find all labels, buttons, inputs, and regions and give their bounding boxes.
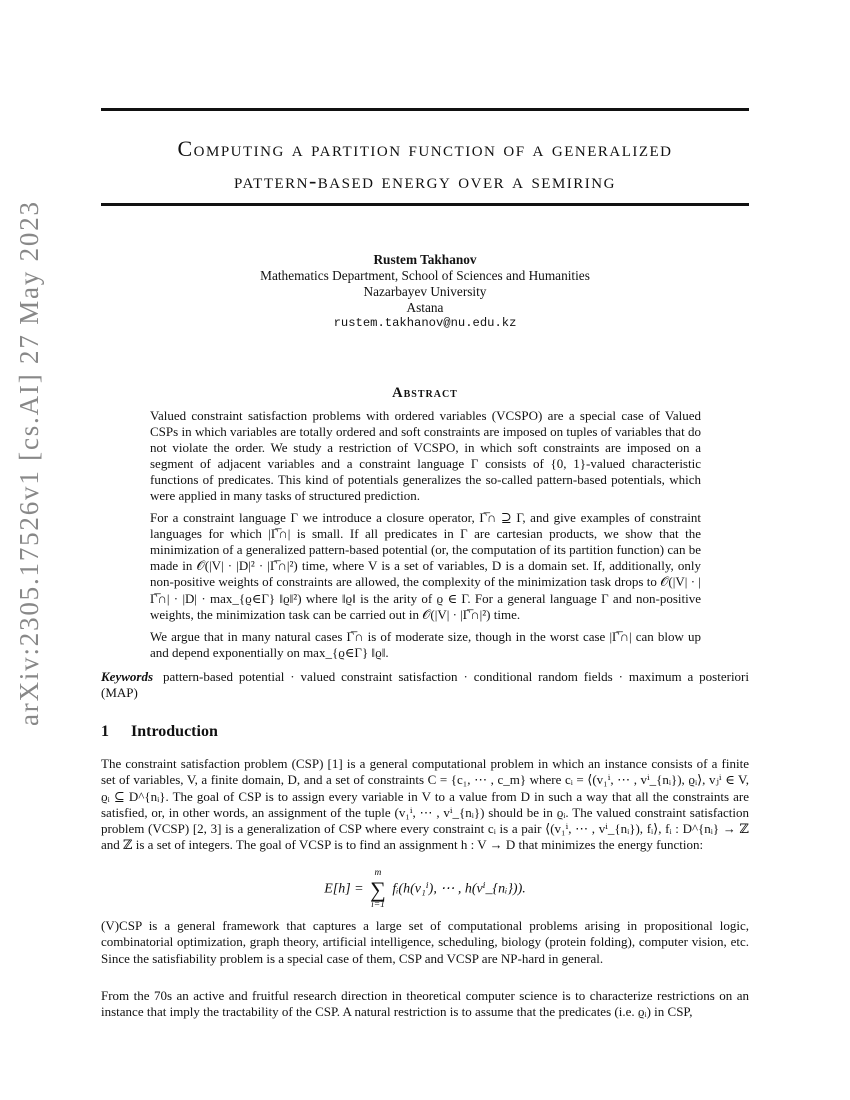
intro-paragraph-2 — [101, 918, 749, 967]
author-block — [101, 252, 749, 330]
summation-symbol: m ∑ i=1 — [370, 868, 386, 910]
keywords — [101, 669, 749, 702]
section-heading-introduction — [101, 723, 749, 741]
title-bottom-rule — [101, 203, 749, 206]
author-city: Astana — [406, 299, 444, 315]
intro-paragraph-1 — [101, 756, 749, 854]
section-number: 1 — [101, 723, 109, 740]
equation-rhs: fᵢ(h(v₁ⁱ), ⋯ , h(vⁱ_{nᵢ})). — [392, 881, 526, 897]
section-title: Introduction — [131, 723, 218, 740]
sum-upper-limit: m — [374, 868, 382, 878]
equation-lhs: E[h] = — [324, 881, 364, 897]
abstract-heading: Abstract — [392, 385, 458, 401]
abstract-paragraph-2: For a constraint language Γ we introduce a closure operator, Γ̅∩ ⊇ Γ, and give examples of constraint languages for which |Γ̅∩| is small. If all predicates in Γ are cartesian products, we show that the minimization of a generalized pattern-based potential (or, the computation of its partition function) can be made in 𝒪(|V| · |D|² · |Γ̅∩|²) time, where V is a set of variables, D is a domain set. If, additionally, only non-positive weights of constraints are allowed, the complexity of the minimization task drops to 𝒪(|V| · |Γ̅∩| · |D| · max_{ϱ∈Γ} ‖ϱ‖²) where ‖ϱ‖ is the arity of ϱ ∈ Γ. For a general language Γ and non-positive weights, the minimization task can be carried out in 𝒪(|V| · |Γ̅∩|²) time. — [150, 510, 701, 622]
intro-paragraph-1-text: The constraint satisfaction problem (CSP) [1] is a general computational problem in which an instance consists of a finite set of variables, V, a finite domain, D, and a set of constraints C = {c₁, ⋯ , c_m} where cᵢ = ⟨(v₁ⁱ, ⋯ , vⁱ_{nᵢ}), ϱᵢ⟩, vⱼⁱ ∈ V, ϱᵢ ⊆ D^{nᵢ}. The goal of CSP is to assign every variable in V to a value from D in such a way that all the constraints are satisfied, or, in other words, an assignment of the tuple (v₁ⁱ, ⋯ , vⁱ_{nᵢ}) should be in ϱᵢ. The valued constraint satisfaction problem (VCSP) [2, 3] is a generalization of CSP where every constraint cᵢ is a pair ⟨(v₁ⁱ, ⋯ , vⁱ_{nᵢ}), fᵢ⟩, fᵢ : D^{nᵢ} → ℤ and ℤ is a set of integers. The goal of VCSP is to find an assignment h : V → D that minimizes the energy function: — [101, 756, 749, 853]
title-line-2: pattern-based energy over a semiring — [234, 167, 616, 193]
keywords-text: pattern-based potential · valued constraint satisfaction · conditional random fields · maximum a posteriori (MAP) — [101, 669, 750, 701]
intro-paragraph-2-text: (V)CSP is a general framework that captures a large set of computational problems arising in propositional logic, combinatorial optimization, graph theory, artificial intelligence, scheduling, biology (protein folding), computer vision, etc. Since the satisfiability problem is a special case of them, CSP and VCSP are NP-hard in general. — [101, 918, 749, 966]
abstract — [150, 408, 701, 667]
abstract-paragraph-3: We argue that in many natural cases Γ̅∩ is of moderate size, though in the worst case |Γ̅∩| can blow up and depend exponentially on max_{ϱ∈Γ} ‖ϱ‖. — [150, 628, 701, 660]
paper-title — [101, 133, 749, 197]
author-email[interactable]: rustem.takhanov@nu.edu.kz — [333, 315, 517, 330]
energy-equation — [101, 869, 749, 910]
intro-paragraph-3 — [101, 988, 749, 1021]
abstract-paragraph-1: Valued constraint satisfaction problems with ordered variables (VCSPO) are a special case of Valued CSPs in which variables are totally ordered and soft constraints are imposed on tuples of variables that do not violate the order. We study a restriction of VCSPO, in which soft constraints are imposed on a segment of adjacent variables and a constraint language Γ consists of {0, 1}-valued characteristic functions of predicates. This kind of potentials generalizes the so-called pattern-based potentials, which were applied in many tasks of structured prediction. — [150, 408, 701, 504]
keywords-label: Keywords — [101, 669, 153, 684]
intro-paragraph-3-text: From the 70s an active and fruitful research direction in theoretical computer science is to characterize restrictions on an instance that imply the tractability of the CSP. A natural restriction is to assume that the predicates (i.e. ϱᵢ) in CSP, — [101, 988, 749, 1020]
title-top-rule — [101, 108, 749, 111]
author-university: Nazarbayev University — [363, 283, 487, 299]
author-department: Mathematics Department, School of Sciences and Humanities — [260, 267, 590, 283]
title-line-1: Computing a partition function of a generalized — [177, 136, 673, 161]
arxiv-identifier: arXiv:2305.17526v1 [cs.AI] 27 May 2023 — [13, 200, 44, 726]
author-name: Rustem Takhanov — [373, 252, 477, 267]
sum-lower-limit: i=1 — [371, 899, 385, 910]
